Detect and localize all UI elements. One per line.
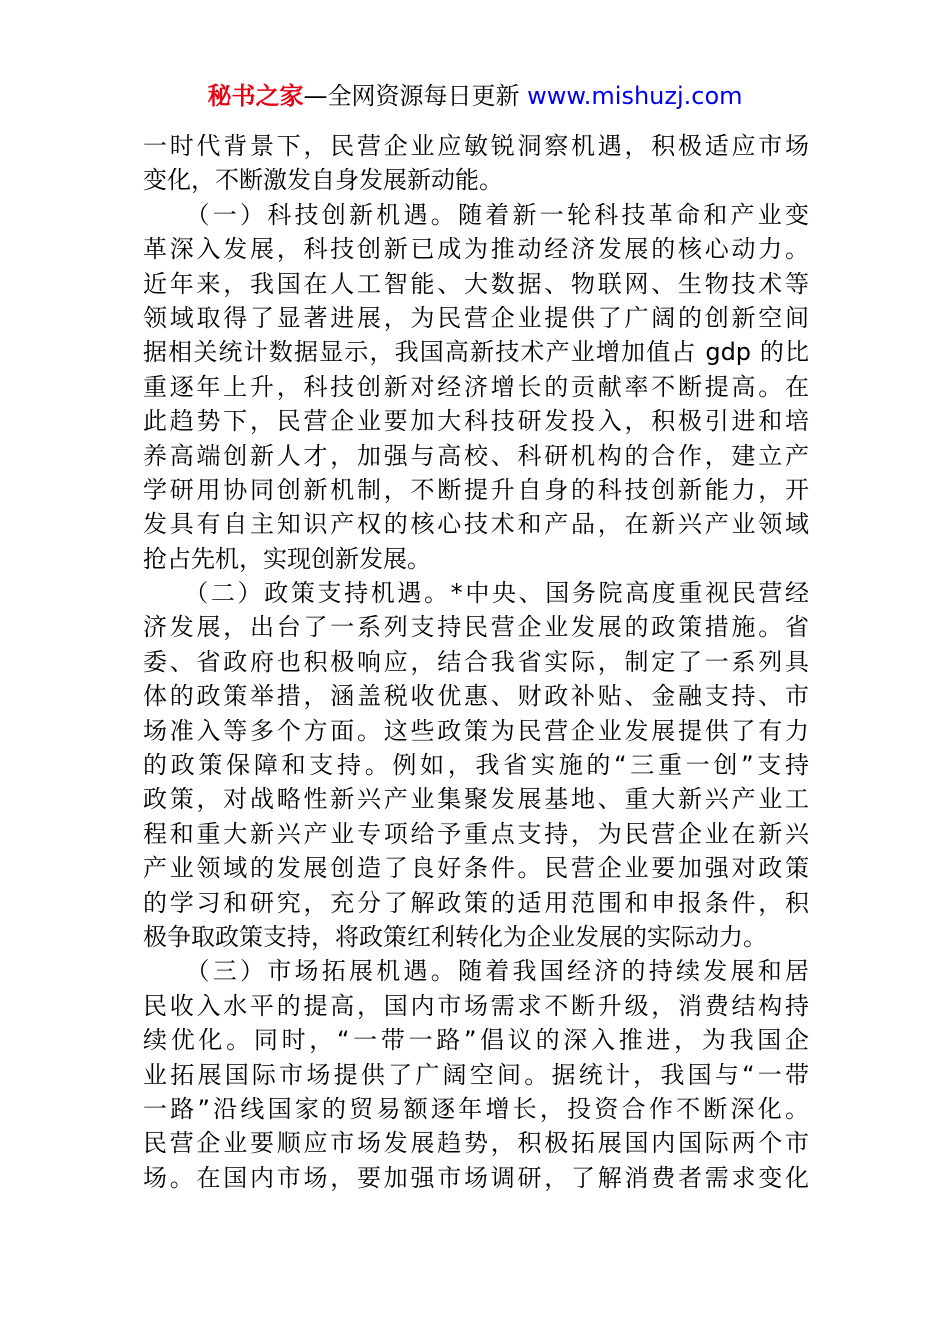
text-line: 场。在国内市场，要加强市场调研，了解消费者需求变化: [143, 1163, 809, 1192]
text-line: 委、省政府也积极响应，结合我省实际，制定了一系列具: [143, 647, 809, 676]
text-line: （三）市场拓展机遇。随着我国经济的持续发展和居: [143, 957, 809, 986]
text-line: 的政策保障和支持。例如，我省实施的“三重一创”支持: [143, 751, 809, 780]
text-line: 一时代背景下，民营企业应敏锐洞察机遇，积极适应市场: [143, 132, 809, 160]
text-line: 续优化。同时，“一带一路”倡议的深入推进，为我国企: [143, 1026, 809, 1055]
text-line: 近年来，我国在人工智能、大数据、物联网、生物技术等: [143, 269, 809, 298]
document-body: [143, 129, 809, 1195]
text-line: 民营企业要顺应市场发展趋势，积极拓展国内国际两个市: [143, 1129, 809, 1158]
text-line: 此趋势下，民营企业要加大科技研发投入，积极引进和培: [143, 407, 809, 436]
text-line: 民收入水平的提高，国内市场需求不断升级，消费结构持: [143, 991, 809, 1020]
text-line: 济发展，出台了一系列支持民营企业发展的政策措施。省: [143, 613, 809, 642]
text-line: 据相关统计数据显示，我国高新技术产业增加值占 gdp 的比: [143, 338, 809, 367]
text-line: 学研用协同创新机制，不断提升自身的科技创新能力，开: [143, 475, 809, 504]
text-line: 的学习和研究，充分了解政策的适用范围和申报条件，积: [143, 888, 809, 917]
text-line: 抢占先机，实现创新发展。: [143, 544, 431, 573]
text-line: 体的政策举措，涵盖税收优惠、财政补贴、金融支持、市: [143, 682, 809, 711]
text-line: 发具有自主知识产权的核心技术和产品，在新兴产业领域: [143, 510, 809, 539]
brand-name: 秘书之家: [207, 82, 304, 110]
text-line: （一）科技创新机遇。随着新一轮科技革命和产业变: [143, 200, 809, 229]
text-line: 一路”沿线国家的贸易额逐年增长，投资合作不断深化。: [143, 1094, 809, 1123]
text-line: 业拓展国际市场提供了广阔空间。据统计，我国与“一带: [143, 1060, 809, 1089]
text-line: 程和重大新兴产业专项给予重点支持，为民营企业在新兴: [143, 819, 809, 848]
text-line: （二）政策支持机遇。*中央、国务院高度重视民营经: [143, 579, 809, 608]
text-line: 变化，不断激发自身发展新动能。: [143, 166, 503, 195]
text-line: 革深入发展，科技创新已成为推动经济发展的核心动力。: [143, 235, 809, 264]
site-header: [0, 80, 950, 112]
text-line: 场准入等多个方面。这些政策为民营企业发展提供了有力: [143, 716, 809, 745]
site-url-link[interactable]: www.mishuzj.com: [527, 82, 743, 110]
text-line: 政策，对战略性新兴产业集聚发展基地、重大新兴产业工: [143, 785, 809, 814]
text-line: 重逐年上升，科技创新对经济增长的贡献率不断提高。在: [143, 372, 809, 401]
text-line: 极争取政策支持，将政策红利转化为企业发展的实际动力。: [143, 922, 767, 951]
text-line: 养高端创新人才，加强与高校、科研机构的合作，建立产: [143, 441, 809, 470]
header-tagline: —全网资源每日更新: [303, 82, 528, 110]
text-line: 领域取得了显著进展，为民营企业提供了广阔的创新空间: [143, 303, 809, 332]
text-line: 产业领域的发展创造了良好条件。民营企业要加强对政策: [143, 854, 809, 883]
